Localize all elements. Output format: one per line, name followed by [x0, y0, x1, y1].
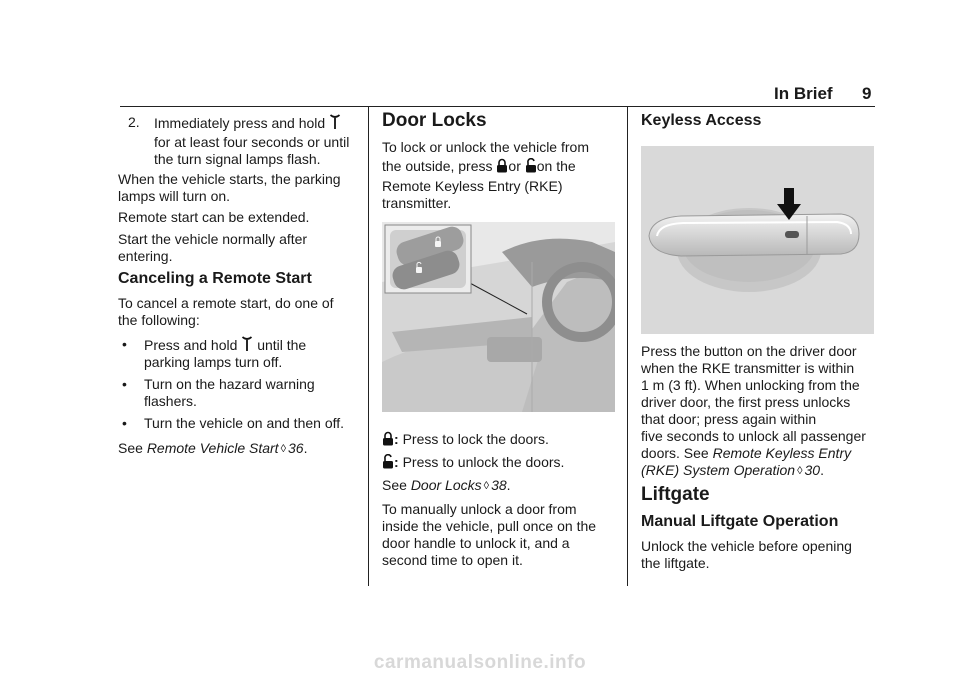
step-number: 2.: [128, 114, 140, 130]
heading-door-locks: Door Locks: [382, 110, 487, 131]
para-manual-c: door handle to unlock it, and a: [382, 535, 570, 551]
xref-symbol: ◊: [280, 443, 287, 455]
para-door-a: To lock or unlock the vehicle from: [382, 139, 589, 155]
bullet-item-1: • Press and hold until the parking lamps turn off.: [122, 336, 307, 370]
see-page[interactable]: 38: [491, 477, 507, 493]
bullet-item-2: • Turn on the hazard warning flashers.: [122, 376, 315, 409]
para-keyless-g: doors. See Remote Keyless Entry: [641, 445, 852, 461]
step-text-a: Immediately press and hold: [154, 115, 326, 131]
para-start-a: Start the vehicle normally after: [118, 231, 308, 247]
door-lock-illustration: [382, 222, 615, 412]
header-section: In Brief: [774, 84, 833, 103]
see-reference: See Remote Vehicle Start ◊ 36.: [118, 440, 308, 456]
para-keyless-b: when the RKE transmitter is within: [641, 360, 855, 376]
para-extended: Remote start can be extended.: [118, 209, 310, 225]
header-rule: [120, 106, 875, 107]
heading-liftgate: Liftgate: [641, 484, 710, 505]
para-manual-d: second time to open it.: [382, 552, 523, 568]
see-reference: See Door Locks ◊ 38.: [382, 477, 511, 493]
step-text-c: the turn signal lamps flash.: [154, 151, 321, 167]
lock-definition: : Press to lock the doors.: [382, 431, 549, 448]
para-parking-a: When the vehicle starts, the parking: [118, 171, 341, 187]
column-divider-2: [627, 106, 628, 586]
para-liftgate-b: the liftgate.: [641, 555, 710, 571]
para-manual-b: inside the vehicle, pull once on the: [382, 518, 597, 534]
heading-keyless-access: Keyless Access: [641, 112, 762, 129]
remote-start-icon: [329, 114, 341, 130]
para-parking-b: lamps will turn on.: [118, 188, 231, 204]
unlock-definition: : Press to unlock the doors.: [382, 454, 564, 471]
para-cancel-b: the following:: [118, 312, 200, 328]
column-divider-1: [368, 106, 369, 586]
heading-manual-liftgate: Manual Liftgate Operation: [641, 513, 839, 530]
bullet-item-3: • Turn the vehicle on and then off.: [122, 415, 345, 431]
xref-symbol: ◊: [797, 465, 803, 477]
step-text-b: for at least four seconds or until: [154, 134, 350, 150]
para-cancel-a: To cancel a remote start, do one of: [118, 295, 334, 311]
see-link[interactable]: Remote Vehicle Start: [146, 440, 279, 456]
lock-icon: [382, 431, 394, 446]
header-page-number: 9: [862, 84, 872, 103]
watermark: carmanualsonline.info: [373, 652, 587, 673]
lock-icon: [496, 158, 508, 173]
heading-canceling: Canceling a Remote Start: [118, 270, 312, 287]
para-keyless-f: five seconds to unlock all passenger: [641, 428, 866, 444]
see-page[interactable]: 36: [288, 440, 304, 456]
para-liftgate-a: Unlock the vehicle before opening: [641, 538, 852, 554]
para-keyless-h: (RKE) System Operation ◊ 30.: [641, 462, 824, 478]
unlock-icon: [525, 158, 537, 173]
unlock-icon: [382, 454, 394, 469]
para-keyless-a: Press the button on the driver door: [641, 343, 857, 359]
see-link[interactable]: Door Locks: [410, 477, 482, 493]
see-link[interactable]: Remote Keyless Entry: [712, 445, 852, 461]
xref-symbol: ◊: [483, 480, 490, 492]
para-door-b: the outside, press or on the: [382, 158, 576, 174]
para-keyless-e: that door; press again within: [641, 411, 817, 427]
para-keyless-c: 1 m (3 ft). When unlocking from the: [641, 377, 860, 393]
para-keyless-d: driver door, the first press unlocks: [641, 394, 851, 410]
para-manual-a: To manually unlock a door from: [382, 501, 577, 517]
page-header: [120, 84, 875, 106]
para-start-b: entering.: [118, 248, 173, 264]
remote-start-icon: [241, 336, 253, 352]
see-page[interactable]: 30: [804, 462, 821, 478]
see-link[interactable]: (RKE) System Operation: [641, 462, 796, 478]
para-door-f: transmitter.: [382, 195, 452, 211]
para-door-e: Remote Keyless Entry (RKE): [382, 178, 563, 194]
door-handle-illustration: [641, 146, 874, 334]
